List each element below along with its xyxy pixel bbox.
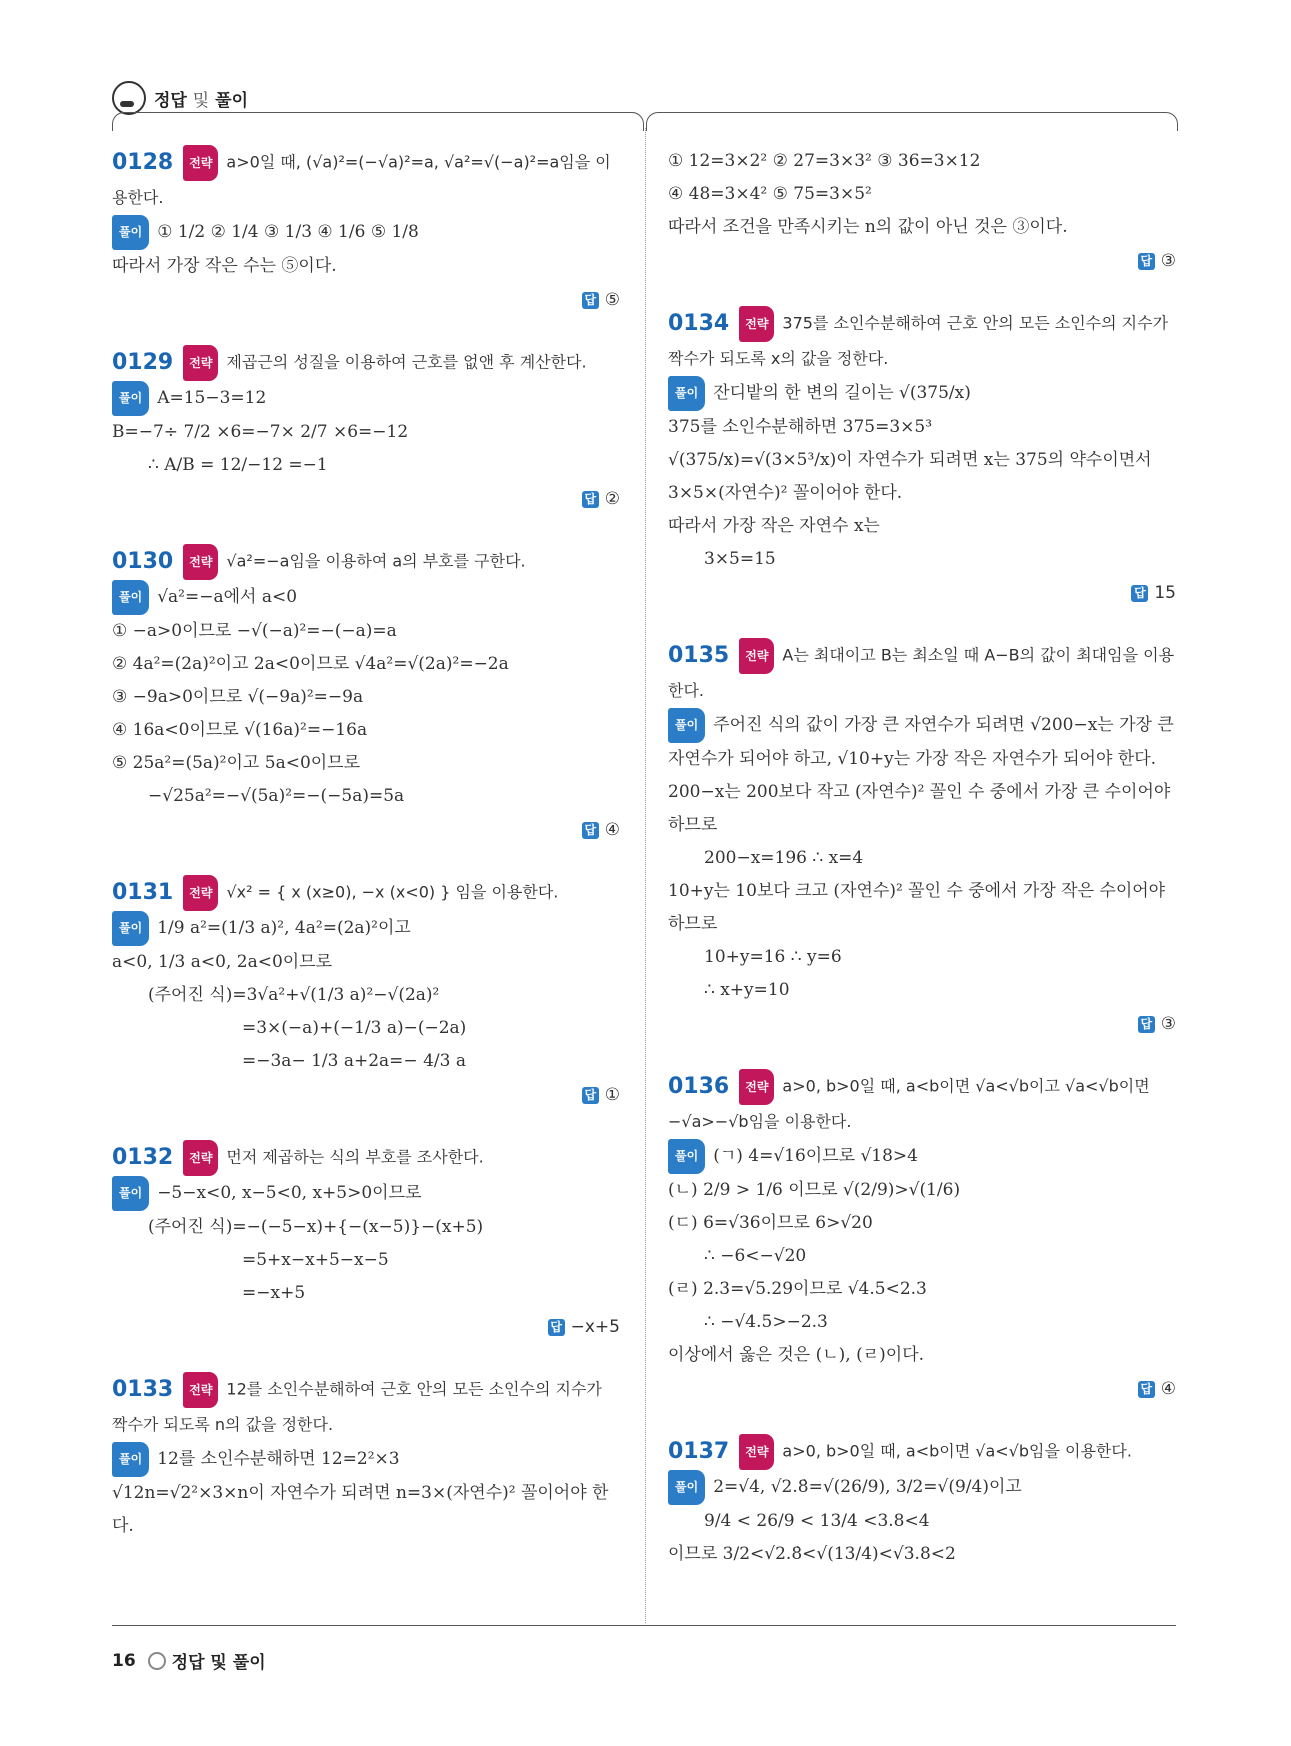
solution-line: ④ 16a<0이므로 √(16a)²=−16a (112, 720, 368, 740)
solution-line: ∴ −√4.5>−2.3 (704, 1312, 828, 1332)
strategy-tag: 전략 (739, 306, 774, 342)
solution-tag: 풀이 (112, 580, 149, 615)
strategy-text: 12를 소인수분해하여 근호 안의 모든 소인수의 지수가 짝수가 되도록 n의 값을 정한다. (112, 1379, 602, 1434)
strategy-tag: 전략 (739, 1069, 774, 1105)
solution-line: ④ 48=3×4² ⑤ 75=3×5² (668, 184, 872, 204)
problem-number: 0134 (668, 311, 730, 336)
solution-line: ① −a>0이므로 −√(−a)²=−(−a)=a (112, 621, 397, 641)
left-column (112, 145, 620, 1571)
solution-line: =5+x−x+5−x−5 (242, 1250, 389, 1270)
answer: 답 ④ (112, 813, 620, 847)
solution-line: −5−x<0, x−5<0, x+5>0이므로 (157, 1183, 422, 1203)
problem-number: 0135 (668, 643, 730, 668)
solution-line: 주어진 식의 값이 가장 큰 자연수가 되려면 √200−x는 가장 큰 자연수가 되어야 하고, √10+y는 가장 작은 자연수가 되어야 한다. (668, 715, 1174, 769)
solution-line: ∴ −6<−√20 (704, 1246, 807, 1266)
problem-number: 0132 (112, 1145, 174, 1170)
solution-line: (ㄷ) 6=√36이므로 6>√20 (668, 1213, 873, 1233)
solution-line: 375를 소인수분해하면 375=3×5³ (668, 417, 933, 437)
answer: 답 15 (668, 576, 1176, 610)
solution-line: 2=√4, √2.8̇=√(26/9), 3/2=√(9/4)이고 (713, 1477, 1022, 1497)
problem-0132 (112, 1140, 620, 1344)
answer-badge: 답 (548, 1319, 565, 1336)
solution-tag: 풀이 (112, 1442, 149, 1477)
strategy-text: √a²=−a임을 이용하여 a의 부호를 구한다. (226, 551, 526, 571)
problem-0133 (112, 1372, 620, 1543)
problem-0128 (112, 145, 620, 317)
strategy-tag: 전략 (183, 145, 218, 181)
footer-rule (112, 1625, 1176, 1626)
problem-0133-continued (668, 145, 1176, 278)
problem-0137 (668, 1434, 1176, 1571)
problem-number: 0130 (112, 549, 174, 574)
problem-number: 0131 (112, 880, 174, 905)
solution-line: √a²=−a에서 a<0 (157, 587, 298, 607)
solution-tag: 풀이 (668, 1139, 705, 1174)
answer-badge: 답 (582, 491, 599, 508)
solution-line: (ㄹ) 2.3=√5.29이므로 √4.5<2.3 (668, 1279, 927, 1299)
solution-line: ① 12=3×2² ② 27=3×3² ③ 36=3×12 (668, 151, 981, 171)
answer: 답 ③ (668, 1007, 1176, 1041)
answer-badge: 답 (582, 822, 599, 839)
mascot-icon (112, 81, 146, 115)
right-column-frame (646, 112, 1178, 131)
right-column (668, 145, 1176, 1599)
solution-line: 10+y=16 ∴ y=6 (704, 947, 842, 967)
solution-tag: 풀이 (668, 1470, 705, 1505)
solution-tag: 풀이 (668, 708, 705, 743)
solution-line: A=15−3=12 (157, 388, 267, 408)
solution-line: √(375/x)=√(3×5³/x)이 자연수가 되려면 x는 375의 약수이면서 (668, 450, 1152, 470)
solution-line: 3×5×(자연수)² 꼴이어야 한다. (668, 483, 903, 503)
solution-line: 12를 소인수분해하면 12=2²×3 (157, 1449, 400, 1469)
strategy-text: 375를 소인수분해하여 근호 안의 모든 소인수의 지수가 짝수가 되도록 x의 값을 정한다. (668, 313, 1169, 368)
solution-line: 1/9 a²=(1/3 a)², 4a²=(2a)²이고 (157, 918, 411, 938)
problem-0136 (668, 1069, 1176, 1406)
answer-badge: 답 (1138, 253, 1155, 270)
solution-line: =−x+5 (242, 1283, 306, 1303)
problem-number: 0129 (112, 350, 174, 375)
solution-tag: 풀이 (668, 376, 705, 411)
solution-line: ② 4a²=(2a)²이고 2a<0이므로 √4a²=√(2a)²=−2a (112, 654, 509, 674)
solution-tag: 풀이 (112, 381, 149, 416)
strategy-text: 제곱근의 성질을 이용하여 근호를 없앤 후 계산한다. (226, 352, 587, 372)
solution-line: (ㄱ) 4=√16이므로 √18>4 (713, 1146, 918, 1166)
solution-tag: 풀이 (112, 215, 149, 250)
solution-line: 잔디밭의 한 변의 길이는 √(375/x) (713, 383, 971, 403)
problem-0130 (112, 544, 620, 847)
solution-line: =−3a− 1/3 a+2a=− 4/3 a (242, 1051, 466, 1071)
problem-0135 (668, 638, 1176, 1041)
solution-line: ∴ A/B = 12/−12 =−1 (148, 455, 328, 475)
answer-badge: 답 (1131, 585, 1148, 602)
strategy-tag: 전략 (183, 1140, 218, 1176)
solution-line: (ㄴ) 2/9 > 1/6 이므로 √(2/9)>√(1/6) (668, 1180, 961, 1200)
page-header (112, 80, 248, 116)
header-title: 정답 및 풀이 (154, 90, 248, 111)
answer: 답 −x+5 (112, 1310, 620, 1344)
strategy-tag: 전략 (183, 345, 218, 381)
answer: 답 ③ (668, 244, 1176, 278)
strategy-text: a>0일 때, (√a)²=(−√a)²=a, √a²=√(−a)²=a임을 이용한다. (112, 152, 611, 207)
strategy-tag: 전략 (183, 875, 218, 911)
strategy-text: 먼저 제곱하는 식의 부호를 조사한다. (226, 1147, 484, 1167)
solution-line: a<0, 1/3 a<0, 2a<0이므로 (112, 952, 333, 972)
strategy-text: √x² = { x (x≥0), −x (x<0) } 임을 이용한다. (226, 882, 559, 902)
strategy-text: a>0, b>0일 때, a<b이면 √a<√b이고 √a<√b이면 −√a>−√b임을 이용한다. (668, 1076, 1150, 1131)
strategy-tag: 전략 (739, 638, 774, 674)
strategy-text: A는 최대이고 B는 최소일 때 A−B의 값이 최대임을 이용한다. (668, 645, 1175, 700)
solution-line: 9/4 < 26/9 < 13/4 <3.8<4 (704, 1511, 930, 1531)
problem-number: 0137 (668, 1439, 730, 1464)
solution-line: −√25a²=−√(5a)²=−(−5a)=5a (148, 786, 405, 806)
strategy-tag: 전략 (183, 544, 218, 580)
left-column-frame (112, 112, 644, 131)
answer-badge: 답 (582, 1087, 599, 1104)
solution-line: ∴ x+y=10 (704, 980, 790, 1000)
solution-line: ⑤ 25a²=(5a)²이고 5a<0이므로 (112, 753, 361, 773)
problem-0129 (112, 345, 620, 516)
answer-badge: 답 (1138, 1016, 1155, 1033)
answer-badge: 답 (1138, 1381, 1155, 1398)
solution-line: B=−7÷ 7/2 ×6=−7× 2/7 ×6=−12 (112, 422, 409, 442)
footer-label: 정답 및 풀이 (171, 1653, 266, 1673)
answer-badge: 답 (582, 292, 599, 309)
solution-line: 따라서 가장 작은 자연수 x는 (668, 516, 880, 536)
answer: 답 ④ (668, 1372, 1176, 1406)
page-number: 16 (112, 1650, 136, 1671)
strategy-tag: 전략 (183, 1372, 218, 1408)
solution-line: 200−x는 200보다 작고 (자연수)² 꼴인 수 중에서 가장 큰 수이어야 하므로 (668, 782, 1171, 835)
solution-line: (주어진 식)=3√a²+√(1/3 a)²−√(2a)² (148, 985, 440, 1005)
solution-line: 따라서 조건을 만족시키는 n의 값이 아닌 것은 ③이다. (668, 217, 1068, 237)
problem-number: 0136 (668, 1074, 730, 1099)
answer: 답 ① (112, 1078, 620, 1112)
solution-line: =3×(−a)+(−1/3 a)−(−2a) (242, 1018, 467, 1038)
solution-line: 따라서 가장 작은 수는 ⑤이다. (112, 256, 337, 276)
solution-line: 3×5=15 (704, 549, 776, 569)
solution-tag: 풀이 (112, 1176, 149, 1211)
problem-0131 (112, 875, 620, 1112)
solution-line: 이상에서 옳은 것은 (ㄴ), (ㄹ)이다. (668, 1345, 925, 1365)
problem-0134 (668, 306, 1176, 610)
solution-line: ③ −9a>0이므로 √(−9a)²=−9a (112, 687, 364, 707)
answer: 답 ⑤ (112, 283, 620, 317)
footer-logo-icon (148, 1652, 166, 1670)
problem-number: 0128 (112, 150, 174, 175)
solution-line: 이므로 3/2<√2.8̇<√(13/4)<√3.8<2 (668, 1544, 956, 1564)
solution-line: 10+y는 10보다 크고 (자연수)² 꼴인 수 중에서 가장 작은 수이어야 하므로 (668, 881, 1166, 934)
answer: 답 ② (112, 482, 620, 516)
solution-line: 200−x=196 ∴ x=4 (704, 848, 864, 868)
solution-line: ① 1/2 ② 1/4 ③ 1/3 ④ 1/6 ⑤ 1/8 (157, 222, 419, 242)
solution-line: (주어진 식)=−(−5−x)+{−(x−5)}−(x+5) (148, 1217, 484, 1237)
problem-number: 0133 (112, 1377, 174, 1402)
strategy-tag: 전략 (739, 1434, 774, 1470)
solution-line: √12n=√2²×3×n이 자연수가 되려면 n=3×(자연수)² 꼴이어야 한다. (112, 1483, 609, 1536)
page-footer (112, 1648, 266, 1673)
solution-tag: 풀이 (112, 911, 149, 946)
strategy-text: a>0, b>0일 때, a<b이면 √a<√b임을 이용한다. (782, 1441, 1132, 1461)
column-divider (645, 128, 646, 1623)
